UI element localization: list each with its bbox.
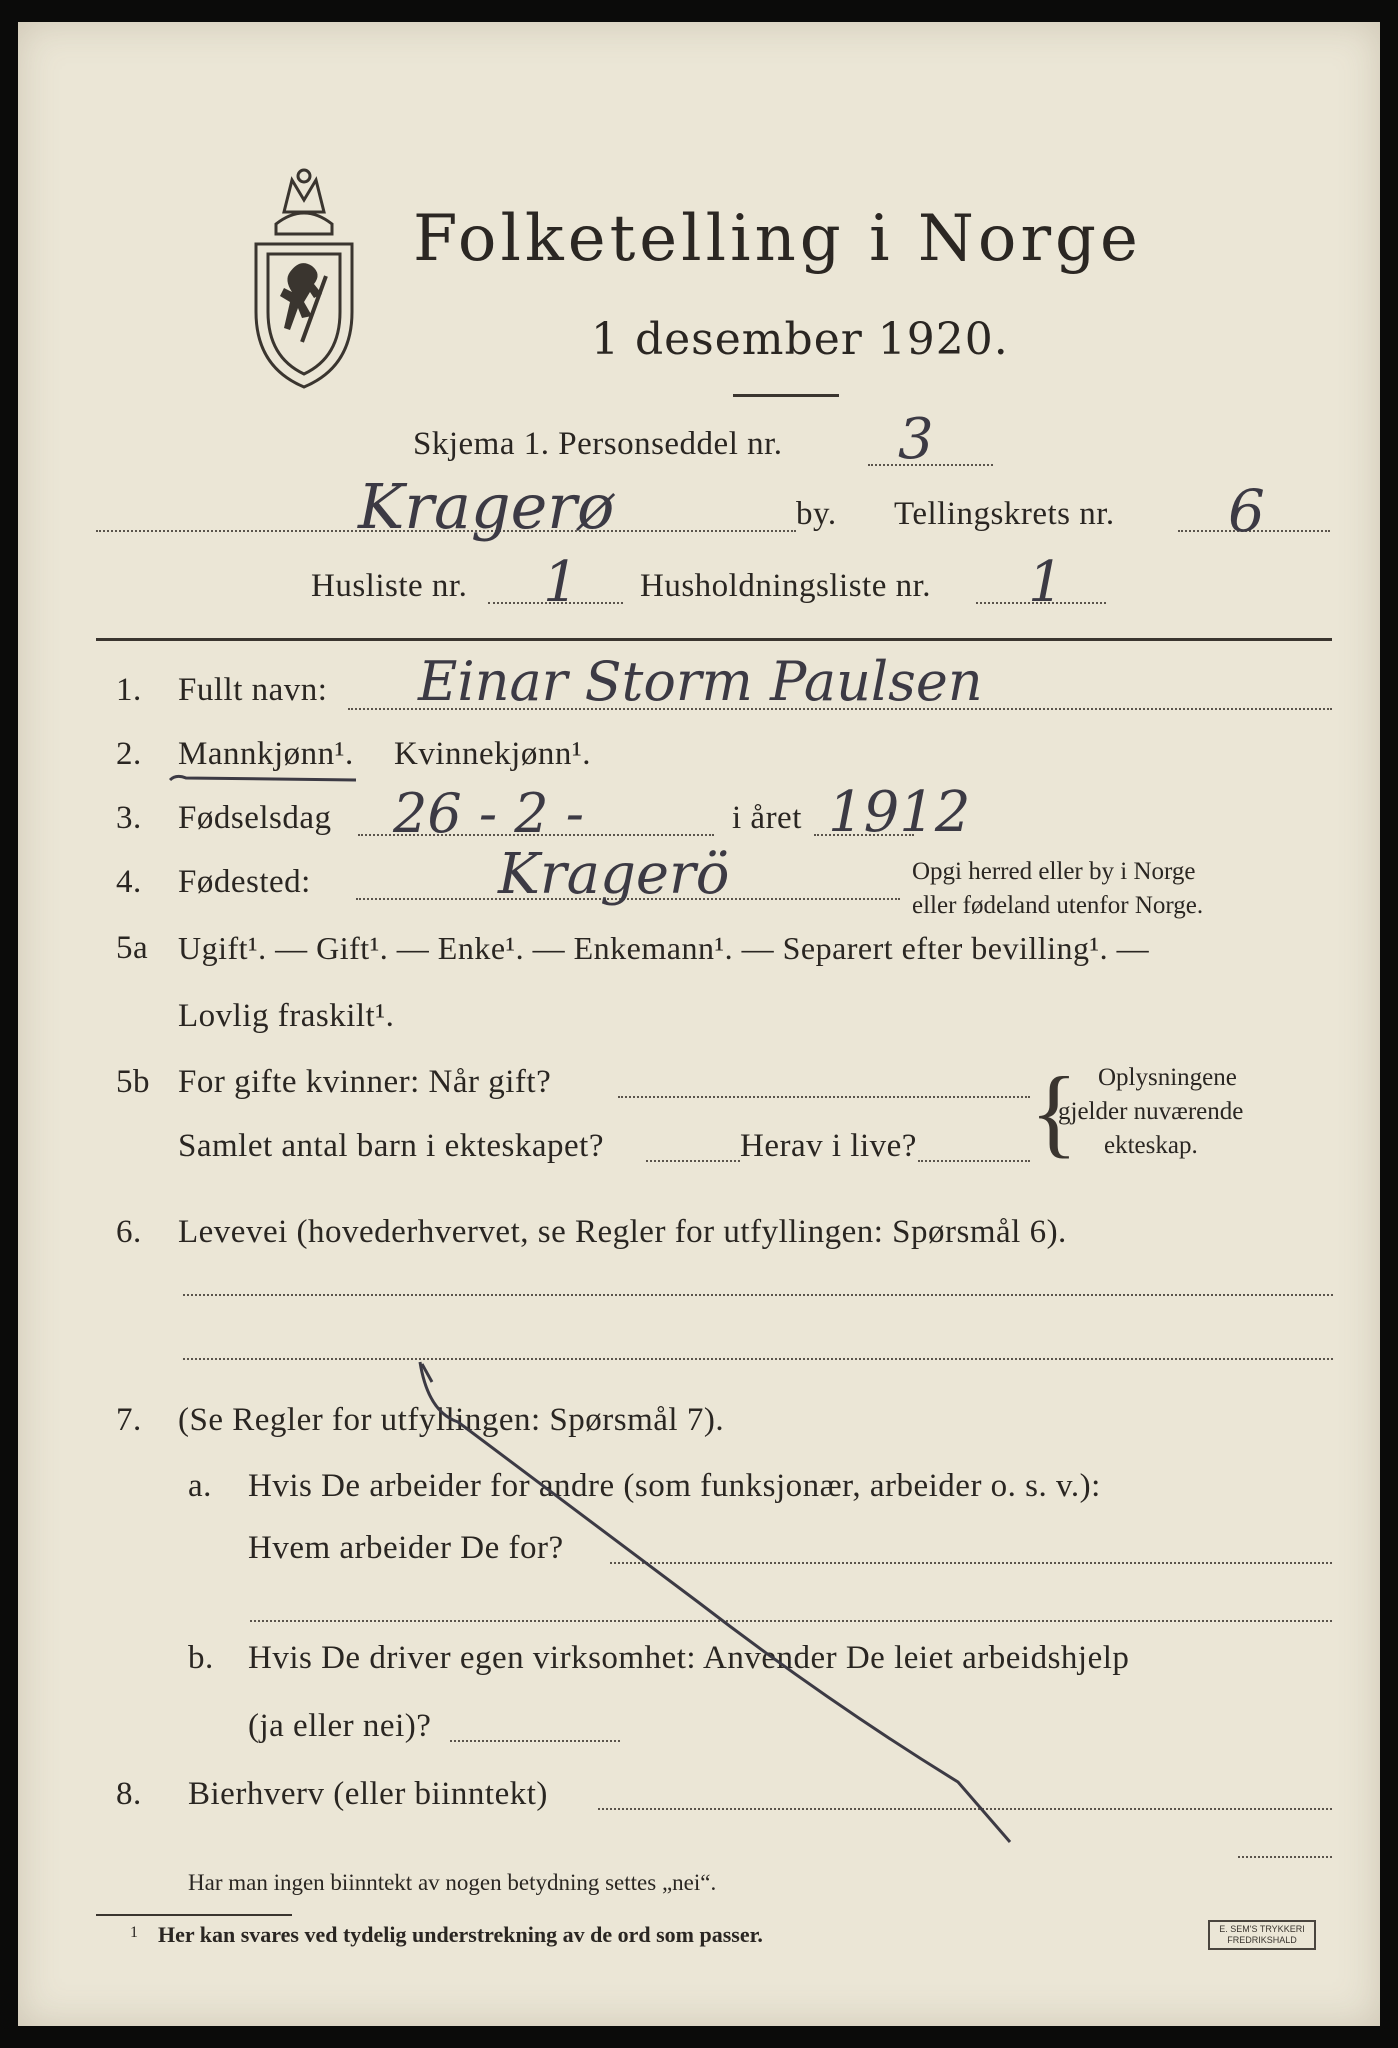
gender-male-option[interactable]: Mannkjønn¹. (178, 736, 354, 772)
q7a-label-employer: Hvem arbeider De for? (248, 1530, 564, 1566)
schema-label: Skjema 1. Personseddel nr. (413, 426, 783, 462)
city-handwritten[interactable]: Kragerø (358, 470, 615, 543)
q5b-dotted-line-1 (618, 1096, 1030, 1098)
husliste-number[interactable]: 1 (543, 550, 579, 615)
q5b-note-2: gjelder nuværende (1058, 1098, 1244, 1125)
by-label: by. (796, 496, 837, 532)
q6-dotted-line-1 (183, 1294, 1333, 1296)
q8-label: Bierhverv (eller biinntekt) (188, 1776, 548, 1812)
census-date: 1 desember 1920. (591, 314, 1009, 365)
printer-stamp-line1: E. SEM'S TRYKKERI (1219, 1924, 1305, 1934)
q1-number: 1. (116, 672, 142, 708)
full-name-value[interactable]: Einar Storm Paulsen (418, 650, 983, 713)
q6-label: Levevei (hovederhvervet, se Regler for utfyllingen: Spørsmål 6). (178, 1214, 1067, 1250)
q5b-label-children: Samlet antal barn i ekteskapet? (178, 1128, 605, 1164)
printer-stamp (1208, 1920, 1316, 1950)
q4-note-2: eller fødeland utenfor Norge. (912, 892, 1204, 919)
marital-status-options[interactable]: Ugift¹. — Gift¹. — Enke¹. — Enkemann¹. — Separert efter bevilling¹. — (178, 930, 1150, 966)
q7a-letter: a. (188, 1468, 212, 1504)
male-underline-mark (166, 770, 366, 790)
q5b-note-1: Oplysningene (1098, 1064, 1237, 1091)
tellingskrets-label: Tellingskrets nr. (894, 496, 1115, 532)
gender-female-option[interactable]: Kvinnekjønn¹. (394, 736, 591, 772)
q5b-brace: { (1030, 1056, 1078, 1167)
q6-number: 6. (116, 1214, 142, 1250)
q7-number: 7. (116, 1402, 142, 1438)
census-form-page (18, 22, 1380, 2026)
q4-number: 4. (116, 864, 142, 900)
q4-label: Fødested: (178, 864, 311, 900)
header-separator (96, 638, 1332, 641)
footnote-rule (96, 1914, 292, 1916)
marital-status-options-cont[interactable]: Lovlig fraskilt¹. (178, 998, 395, 1034)
q8-number: 8. (116, 1776, 142, 1812)
q3-year-label: i året (732, 800, 802, 836)
husholdningsliste-label: Husholdningsliste nr. (640, 568, 932, 604)
personseddel-number[interactable]: 3 (898, 407, 934, 472)
q3-label: Fødselsdag (178, 800, 332, 836)
q4-note-1: Opgi herred eller by i Norge (912, 858, 1196, 885)
q7b-letter: b. (188, 1640, 214, 1676)
q5b-dotted-line-2 (646, 1160, 740, 1162)
q5b-label-alive: Herav i live? (740, 1128, 917, 1164)
husholdningsliste-number[interactable]: 1 (1028, 550, 1064, 615)
form-title: Folketelling i Norge (413, 202, 1142, 276)
diagonal-cancel-stroke (398, 1342, 1038, 1862)
birthdate-value[interactable]: 26 - 2 - (393, 782, 585, 845)
footnote-text: Her kan svares ved tydelig understrekning av de ord som passer. (158, 1922, 763, 1947)
birthplace-value[interactable]: Kragerö (498, 842, 730, 907)
tellingskrets-number[interactable]: 6 (1228, 477, 1265, 545)
q5a-number: 5a (116, 930, 149, 966)
q5b-dotted-line-3 (918, 1160, 1030, 1162)
q7a-label: Hvis De arbeider for andre (som funksjonær, arbeider o. s. v.): (248, 1468, 1101, 1504)
title-divider (733, 394, 839, 397)
birth-year-value[interactable]: 1912 (828, 780, 971, 845)
q5b-note-3: ekteskap. (1104, 1132, 1198, 1159)
q5b-label-married-when: For gifte kvinner: Når gift? (178, 1064, 552, 1100)
coat-of-arms-icon (246, 162, 362, 392)
q2-number: 2. (116, 736, 142, 772)
q3-number: 3. (116, 800, 142, 836)
printer-stamp-line2: FREDRIKSHALD (1227, 1935, 1297, 1945)
q7b-label-yesno: (ja eller nei)? (248, 1708, 432, 1744)
footnote-mark: 1 (130, 1924, 138, 1941)
q5b-number: 5b (116, 1064, 150, 1100)
q8-dotted-line-2 (1238, 1856, 1332, 1858)
q1-label: Fullt navn: (178, 672, 328, 708)
q7b-label: Hvis De driver egen virksomhet: Anvender De leiet arbeidshjelp (248, 1640, 1130, 1676)
footer-note: Har man ingen biinntekt av nogen betydning settes „nei“. (188, 1870, 717, 1895)
q7-label: (Se Regler for utfyllingen: Spørsmål 7). (178, 1402, 725, 1438)
husliste-label: Husliste nr. (311, 568, 468, 604)
